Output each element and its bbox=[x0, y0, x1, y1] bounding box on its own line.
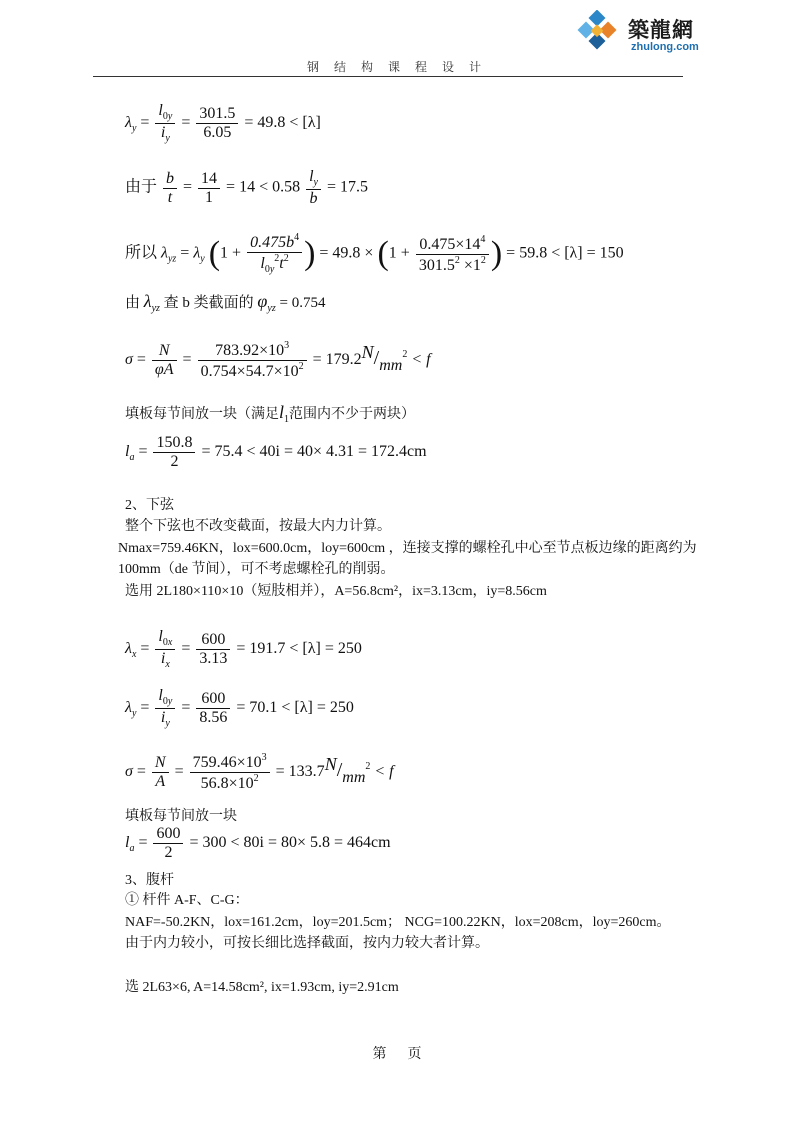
zhulong-logo-icon bbox=[576, 10, 626, 60]
zhulong-logo bbox=[576, 10, 716, 60]
filler-plate-note-1: 填板每节间放一块（满足$l_1$范围内不少于两块） bbox=[125, 402, 416, 425]
section-2-selection: 选用 2L180×110×10（短肢相并），A=56.8cm²，ix=3.13cm，iy=8.56cm bbox=[125, 584, 547, 599]
section-3-item: ① 杆件 A-F、C-G： bbox=[125, 893, 249, 908]
section-3-title: 3、腹杆 bbox=[125, 873, 174, 888]
equation-lambda-x-2: $\lambda_x$ = $\frac{l_{0x}}{i_x}$ = $\frac{600}{3.13}$ = 191.7 < [λ] = 250 bbox=[125, 628, 362, 670]
section-3-line-2: 由于内力较小，可按长细比选择截面，按内力较大者计算。 bbox=[125, 936, 489, 951]
section-2-line-2: Nmax=759.46KN，lox=600.0cm，loy=600cm ，连接支撑的螺栓孔中心至节点板边缘的距离约为 bbox=[118, 541, 697, 556]
logo-url-text: zhulong.com bbox=[631, 41, 699, 53]
equation-sigma-1: σ = $\frac{N}{\varphi A}$ = $\frac{783.92\times 10^3}{0.754\times 54.7\times 10^2}$ = $179.2N/mm^2 < f$ bbox=[125, 340, 431, 380]
section-2-title: 2、下弦 bbox=[125, 498, 174, 513]
filler-plate-note-2: 填板每节间放一块 bbox=[125, 809, 237, 824]
equation-sigma-2: σ = $\frac{N}{A}$ = $\frac{759.46\times 10^3}{56.8\times 10^2}$ = $133.7N/mm^2 < f$ bbox=[125, 752, 394, 792]
equation-la-2: $l_a$ = $\frac{600}{2}$ = 300 < 80i = 80× 5.8 = 464cm bbox=[125, 825, 391, 861]
equation-lambda-y-1: $\lambda_y$ = $\frac{l_{0y}}{i_y}$ = $\frac{301.5}{6.05}$ = 49.8 < [λ] bbox=[125, 102, 321, 144]
document-header-title: 钢 结 构 课 程 设 计 bbox=[306, 60, 487, 74]
header-divider bbox=[93, 76, 683, 77]
logo-chinese-text: 築龍網 bbox=[628, 18, 694, 42]
equation-la-1: $l_a$ = $\frac{150.8}{2}$ = 75.4 < 40i = 40× 4.31 = 172.4cm bbox=[125, 434, 427, 470]
section-2-line-3: 100mm（de 节间），可不考虑螺栓孔的削弱。 bbox=[118, 562, 395, 577]
page-number-footer: 第 页 bbox=[372, 1047, 422, 1062]
equation-b-over-t: 由于 $\frac{b}{t}$ = $\frac{14}{1}$ = 14 < 0.58 $\frac{l_y}{b}$ = 17.5 bbox=[125, 168, 369, 207]
phi-lookup-line: 由 $\lambda_{yz}$ 查 b 类截面的 $\varphi_{yz} = 0.754$ bbox=[125, 291, 326, 314]
section-3-line-1: NAF=-50.2KN，lox=161.2cm，loy=201.5cm； NCG=100.22KN，lox=208cm，loy=260cm。 bbox=[125, 915, 671, 930]
section-3-selection: 选 2L63×6, A=14.58cm², ix=1.93cm, iy=2.91cm bbox=[125, 980, 399, 995]
equation-lambda-y-2: $\lambda_y$ = $\frac{l_{0y}}{i_y}$ = $\frac{600}{8.56}$ = 70.1 < [λ] = 250 bbox=[125, 687, 354, 729]
section-2-line-1: 整个下弦也不改变截面，按最大内力计算。 bbox=[125, 519, 391, 534]
equation-lambda-yz: 所以 $\lambda_{yz} = \lambda_y$ (1 + $\frac{0.475b^4}{l_{0y}^2t^2}$ ) = 49.8 × (1 + $\frac{0.475\times 14^4}{301.5^2 \times 1^2}$ ) = 59.8 < [λ] = 150 bbox=[125, 232, 624, 275]
